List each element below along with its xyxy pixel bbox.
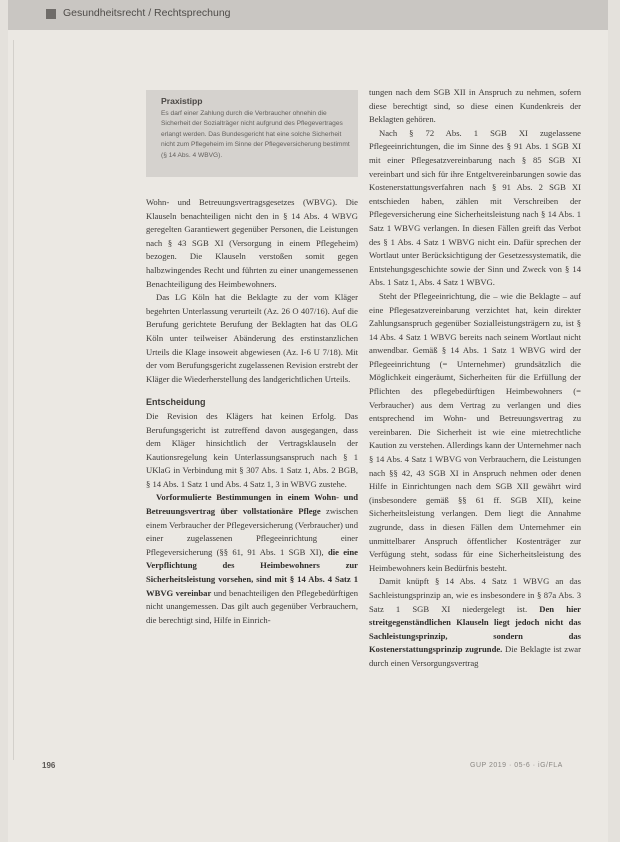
practice-tip-text: Es darf einer Zahlung durch die Verbraucher ohnehin die Sicherheit der Sozialträger nicht aufgrund des Pflegevertrages erlangt werden. Das Bundesgericht hat eine solche Sicherheit nicht zum Pflegeheim im Sinne der Pflegeversicherung bestimmt (§ 14 Abs. 4 WBVG). xyxy=(161,110,350,159)
bold-text: Vorformulierte Bestimmungen in einem Wohn- und Betreuungsvertrag über vollstationäre Pflege xyxy=(146,492,358,517)
paragraph xyxy=(146,491,358,627)
margin-rule xyxy=(13,40,14,760)
running-header xyxy=(8,0,608,30)
header-title: Gesundheitsrecht / Rechtsprechung xyxy=(63,7,231,19)
paragraph: Wohn- und Betreuungsvertragsgesetzes (WBVG). Die Klauseln benachteiligen nicht den in § 14 Abs. 4 WBVG geregelten Garantiewert gegenüber Personen, die Leistungen nach § 43 SGB XI (Versorgung in einem Pflegeheim) bezogen. Die Klauseln verstoßen somit gegen halbzwingendes Recht und führten zu einer unangemessenen Benachteiligung des Heimbewohners. xyxy=(146,197,358,289)
paragraph: Die Revision des Klägers hat keinen Erfolg. Das Berufungsgericht ist zutreffend davon ausgegangen, dass dem Kläger hinsichtlich der Vertragsklauseln der Kautionsregelung kein Unterlassungsanspruch nach § 1 UKlaG in Verbindung mit § 307 Abs. 1 Satz 1, Abs. 2 BGB, § 14 Abs. 1 Satz 1 und Abs. 4 Satz 1, 3 in WBVG zustehe. xyxy=(146,410,358,489)
paragraph: tungen nach dem SGB XII in Anspruch zu nehmen, sofern diese berechtigt sind, so diese einen Kundenkreis der Beklagten gehören. xyxy=(369,87,581,125)
header-marker xyxy=(46,9,56,19)
journal-reference: GUP 2019 · 05-6 · iG/FLA xyxy=(470,762,563,769)
paragraph: Das LG Köln hat die Beklagte zu der vom Kläger begehrten Unterlassung verurteilt (Az. 26 O 407/16). Auf die Berufung gerichtete Berufung der Beklagten hat das OLG Köln unter teilweiser Abänderung des erstinstanzlichen Urteils die Klage insoweit abgewiesen (Az. I-6 U 7/18). Mit der vom Berufungsgericht zugelassenen Revision erstrebt der Kläger die Wiederherstellung des landgerichtlichen Urteils. xyxy=(146,292,358,384)
body-text: und benachteiligen den Pflegebedürftigen nicht unangemessen. Das gilt auch gegenüber Verbrauchern, die berechtigt sind, Hilfe in Einrich- xyxy=(146,587,358,625)
paragraph xyxy=(369,575,581,670)
document-page xyxy=(8,0,608,842)
paragraph: Nach § 72 Abs. 1 SGB XI zugelassene Pflegeeinrichtungen, die im Sinne des § 91 Abs. 1 SGB XI mit einer Pflegesatzvereinbarung nach § 85 SGB XI vereinbart und sich für ihre Entgeltvereinbarungen sowie das Kostenerstattungsverfahren nach § 91 Abs. 2 SGB XI entschieden haben, zählen mit Verschreiben der Pflegeversicherung eine Sicherheitsleistung nach § 14 Abs. 1 Satz 1 WBVG verlangen. In diesen Fällen greift das Verbot des § 1 Abs. 4 Satz 1 WBVG nicht ein. Dafür sprechen der Wortlaut unter Berücksichtigung der Gesetzessystematik, die Entstehungsgeschichte sowie der Sinn und Zweck von § 14 Abs. 1 Satz 1, Abs. 4 Satz 1 WBVG. xyxy=(369,127,581,288)
body-text: Die Beklagte ist zwar durch einen Versorgungsvertrag xyxy=(369,644,581,668)
practice-tip-box xyxy=(146,90,358,177)
right-column xyxy=(369,86,581,671)
left-column xyxy=(146,196,358,627)
body-text: zwischen einem Verbraucher der Pflegeversicherung (Verbraucher) und einer zugelassenen Pflegeeinrichtung einer Pflegeversicherung (§§ 61, 91 Abs. 1 SGB XI), xyxy=(146,506,358,557)
bold-text: die eine Verpflichtung des Heimbewohners zur Sicherheitsleistung vorsehen, sind mit § 14 Abs. 4 Satz 1 WBVG vereinbar xyxy=(146,546,358,598)
practice-tip-title: Praxistipp xyxy=(161,96,203,106)
bold-text: Den hier streitgegenständlichen Klauseln liegt jedoch nicht das Sachleistungsprinzip, sondern das Kostenerstattungsprinzip zugrunde. xyxy=(369,603,581,655)
page-number: 196 xyxy=(42,761,56,770)
body-text: Damit knüpft § 14 Abs. 4 Satz 1 WBVG an das Sachleistungsprinzip an, wie es insbesondere in § 87a Abs. 3 Satz 1 SGB XI niedergelegt ist. xyxy=(369,576,581,614)
section-heading: Entscheidung xyxy=(146,397,206,408)
paragraph: Steht der Pflegeeinrichtung, die – wie die Beklagte – auf eine Pflegesatzvereinbarung verzichtet hat, kein direkter Zahlungsanspruch gegenüber Sozialleistungsträgern zu, ist § 14 Abs. 4 Satz 1 WBVG bereits nach seinem Wortlaut nicht anwendbar. Gemäß § 14 Abs. 1 Satz 1 WBVG wird der Pflegeeinrichtung (= Unternehmer) grundsätzlich die Möglichkeit eingeräumt, Sicherheiten für die Erfüllung der Pflichten des pflegebedürftigen Heimbewohners (= Verbraucher) aus dem Vertrag zu verlangen und dies entsprechend im Wohn- und Betreuungsvertrag zu vereinbaren. Die Sicherheit ist wie eine mietrechtliche Kaution zu verstehen. Allerdings kann der Unternehmer nach § 14 Abs. 4 Satz 1 WBVG von Verbrauchern, die Leistungen nach §§ 42, 43 SGB XI in Anspruch nehmen oder denen Hilfe in Einrichtungen nach dem SGB XII gewährt wird (insbesondere gemäß §§ 61 ff. SGB XII), keine Sicherheitsleistung verlangen. Dem liegt die Annahme zugrunde, dass in diesen Fällen dem Unternehmer ein unmittelbarer Anspruch öffentlicher Kostenträger zur Verfügung steht, sodass für eine Sicherheitsleistung des Heimbewohners kein Bedürfnis besteht. xyxy=(369,290,581,573)
